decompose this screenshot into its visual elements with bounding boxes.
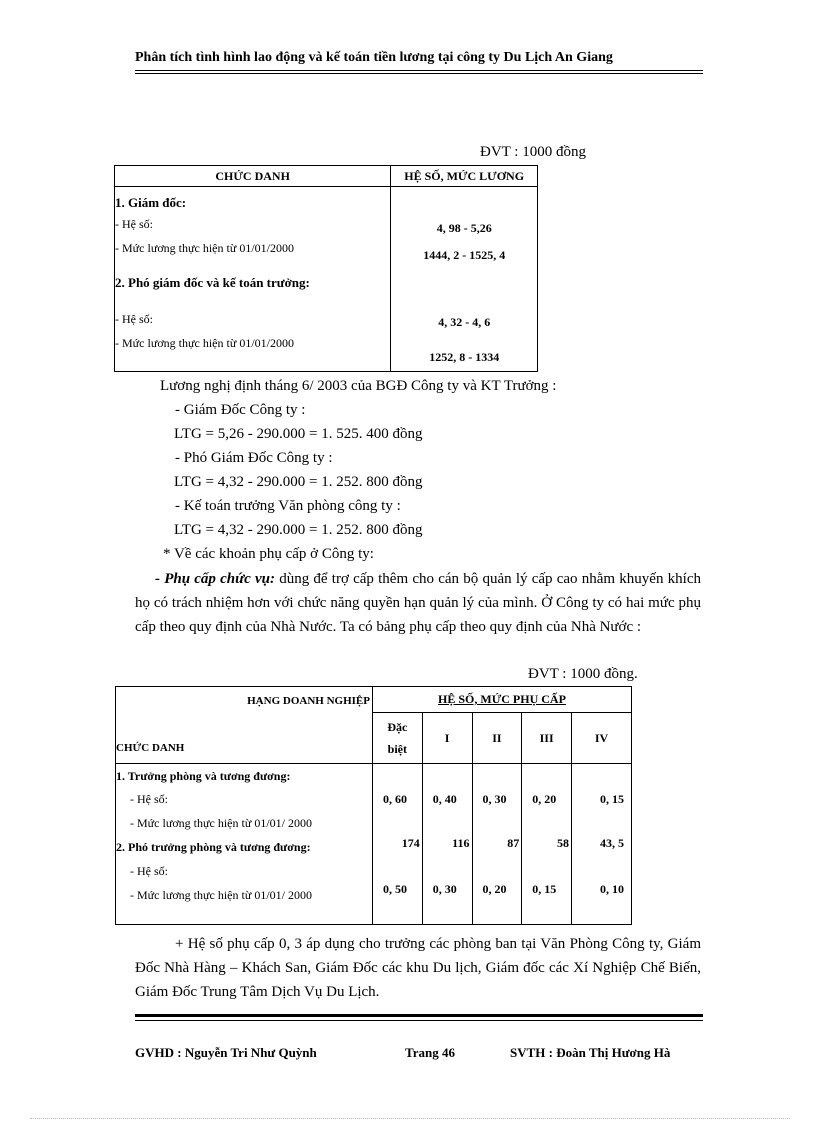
allowance-table (115, 686, 632, 925)
body-line-4: - Phó Giám Đốc Công ty : (175, 450, 333, 466)
allowance-lead: - Phụ cấp chức vụ: (155, 571, 275, 587)
allowance-text: dùng để trợ cấp thêm cho cán bộ quản lý cấp cao nhằm khuyến khích họ có trách nhiệm hơn với chức năng quyền hạn quản lý của mình. Ở Công ty có hai mức phụ cấp theo quy định của Nhà Nước. Ta có bảng phụ cấp theo quy định của Nhà Nước : (135, 571, 701, 635)
table1-sec1-coef-label: - Hệ số: (115, 217, 153, 231)
table1-sec1-title: 1. Giám đốc: (115, 195, 187, 210)
table2-unit: ĐVT : 1000 đồng. (528, 666, 638, 682)
footer-student: SVTH : Đoàn Thị Hương Hà (510, 1045, 671, 1060)
table2-col-special-label: Đặc biệt (387, 720, 408, 757)
footer-rule (135, 1014, 703, 1017)
table2-col-4: IV (572, 713, 632, 764)
table2-val-col-2 (472, 764, 522, 925)
table2-sec1-wage-1: 116 (452, 836, 470, 850)
table2-title-cell (116, 764, 373, 925)
body-line-2: - Giám Đốc Công ty : (175, 402, 306, 418)
table2-col-special (372, 713, 422, 764)
body-line-3: LTG = 5,26 - 290.000 = 1. 525. 400 đồng (174, 426, 423, 442)
table2-sec1-coef-label: - Hệ số: (130, 792, 168, 806)
table1-sec2-wage: 1252, 8 - 1334 (429, 350, 500, 364)
body-line-6: - Kế toán trưởng Văn phòng công ty : (175, 498, 401, 514)
page-header-title: Phân tích tình hình lao động và kế toán tiền lương tại công ty Du Lịch An Giang (135, 50, 613, 65)
table2-sec2-coef-label: - Hệ số: (130, 864, 168, 878)
table2-sec1-wage-2: 87 (507, 836, 520, 850)
table2-val-col-3 (522, 764, 572, 925)
table2-sec1-coef-0: 0, 60 (382, 792, 407, 806)
table2-col-1: I (422, 713, 472, 764)
table2-sec2-coef-3: 0, 15 (532, 882, 557, 896)
table2-sec2-coef-4: 0, 10 (600, 882, 625, 896)
salary-table (114, 165, 538, 372)
table2-sec2-coef-1: 0, 30 (432, 882, 457, 896)
table2-sec2-wage-label: - Mức lương thực hiện từ 01/01/ 2000 (130, 888, 313, 902)
table2-col-3: III (522, 713, 572, 764)
body-line-8: * Về các khoản phụ cấp ở Công ty: (163, 546, 374, 562)
table2-corner-top: HẠNG DOANH NGHIỆP (247, 695, 370, 707)
paragraph-allowance (135, 567, 701, 639)
table1-unit: ĐVT : 1000 đồng (480, 144, 586, 160)
table2-sec2-coef-2: 0, 20 (482, 882, 507, 896)
body-line-7: LTG = 4,32 - 290.000 = 1. 252. 800 đồng (174, 522, 423, 538)
footer-rule-2 (135, 1020, 703, 1021)
table2-sec1-wage-3: 58 (557, 836, 570, 850)
table2-corner-bottom: CHỨC DANH (116, 742, 185, 754)
table2-sec2-coef-0: 0, 50 (382, 882, 407, 896)
header-rule-2 (135, 73, 703, 74)
table1-sec2-title: 2. Phó giám đốc và kế toán trưởng: (115, 275, 310, 290)
table1-header-title: CHỨC DANH (115, 166, 391, 187)
table2-sec1-wage-label: - Mức lương thực hiện từ 01/01/ 2000 (130, 816, 313, 830)
table1-sec1-wage: 1444, 2 - 1525, 4 (423, 248, 506, 262)
table2-corner-cell (116, 687, 373, 764)
table2-sec1-title: 1. Trưởng phòng và tương đương: (116, 769, 291, 783)
body-line-5: LTG = 4,32 - 290.000 = 1. 252. 800 đồng (174, 474, 423, 490)
table1-value-cell (391, 187, 538, 372)
table2-sec1-coef-1: 0, 40 (432, 792, 457, 806)
table1-sec1-wage-label: - Mức lương thực hiện từ 01/01/2000 (115, 241, 295, 255)
table1-title-cell (115, 187, 391, 372)
table2-sec1-coef-4: 0, 15 (600, 792, 625, 806)
table1-sec2-coef-label: - Hệ số: (115, 312, 153, 326)
table1-header-coef: HỆ SỐ, MỨC LƯƠNG (391, 166, 538, 187)
table2-sec1-wage-0: 174 (401, 836, 420, 850)
paragraph-allowance-note: + Hệ số phụ cấp 0, 3 áp dụng cho trưởng các phòng ban tại Văn Phòng Công ty, Giám Đốc Nhà Hàng – Khách San, Giám Đốc các khu Du lịch, Giám đốc các Xí Nghiệp Chế Biến, Giám Đốc Trung Tâm Dịch Vụ Du Lịch. (135, 936, 701, 1000)
table2-group-header-label: HỆ SỐ, MỨC PHỤ CẤP (438, 692, 566, 707)
table1-sec2-wage-label: - Mức lương thực hiện từ 01/01/2000 (115, 336, 295, 350)
table2-val-col-4 (572, 764, 632, 925)
table1-sec2-coef: 4, 32 - 4, 6 (438, 315, 491, 329)
table2-sec2-title: 2. Phó trưởng phòng và tương đương: (116, 840, 311, 854)
table1-sec1-coef: 4, 98 - 5,26 (436, 221, 492, 235)
footer-instructor: GVHD : Nguyễn Tri Như Quỳnh (135, 1045, 317, 1060)
footer-page-number: Trang 46 (405, 1045, 455, 1060)
table2-sec1-coef-3: 0, 20 (532, 792, 557, 806)
table2-group-header (372, 687, 631, 713)
table2-val-col-0 (372, 764, 422, 925)
header-rule (135, 70, 703, 71)
table2-sec1-coef-2: 0, 30 (482, 792, 507, 806)
table2-val-col-1 (422, 764, 472, 925)
page-bottom-edge (30, 1118, 790, 1119)
body-line-1: Lương nghị định tháng 6/ 2003 của BGĐ Công ty và KT Trưởng : (160, 378, 557, 394)
table2-sec1-wage-4: 43, 5 (600, 836, 625, 850)
table2-col-2: II (472, 713, 522, 764)
